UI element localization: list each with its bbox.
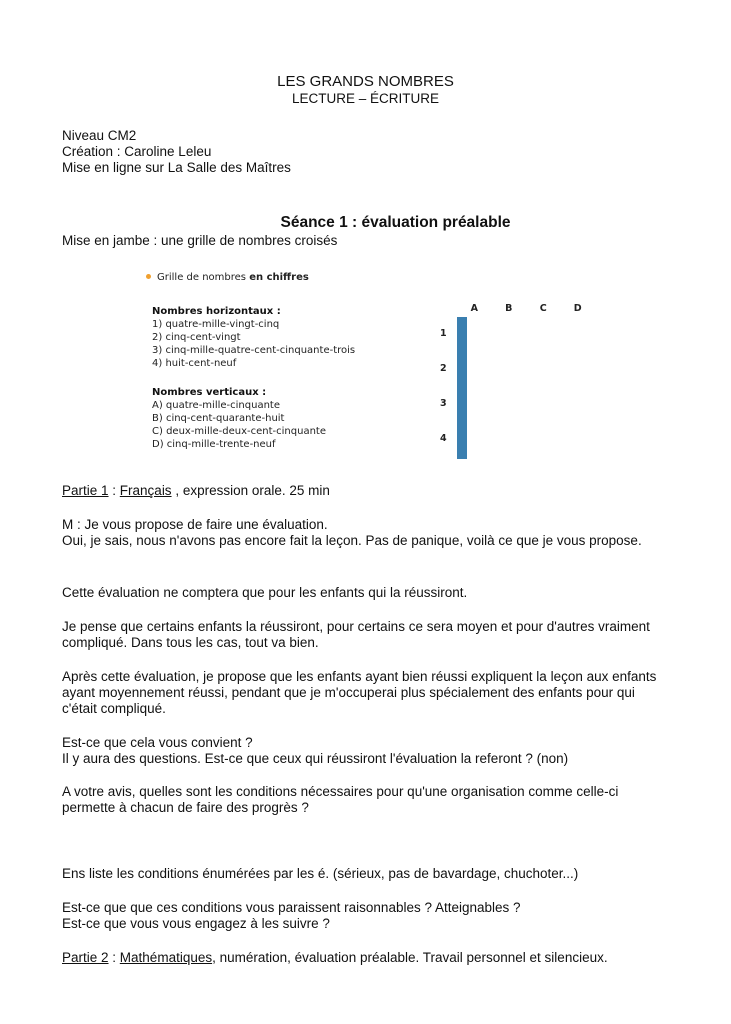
clue-item: B) cinq-cent-quarante-huit <box>152 413 285 424</box>
paragraph-line: Est-ce que que ces conditions vous paraissent raisonnables ? Atteignables ? <box>62 900 521 915</box>
grid-row <box>458 318 466 353</box>
paragraph-line: Est-ce que cela vous convient ? <box>62 735 253 750</box>
clue-item: 3) cinq-mille-quatre-cent-cinquante-trois <box>152 345 356 356</box>
paragraph: Cette évaluation ne comptera que pour les enfants qui la réussiront. <box>62 585 468 600</box>
document-meta <box>62 128 291 176</box>
part2-subject: Mathématiques <box>119 950 213 965</box>
vertical-clues <box>152 386 326 451</box>
clue-item: A) quatre-mille-cinquante <box>152 400 280 411</box>
grid-table <box>457 317 467 459</box>
column-label: B <box>505 303 513 314</box>
session-title: Séance 1 : évaluation préalable <box>280 214 511 231</box>
clue-item: 1) quatre-mille-vingt-cinq <box>152 319 280 330</box>
clue-item: D) cinq-mille-trente-neuf <box>152 439 276 450</box>
paragraph-line: Est-ce que vous vous engagez à les suivre ? <box>62 916 330 931</box>
paragraph: A votre avis, quelles sont les conditions nécessaires pour qu'une organisation comme celle-ci permette à chacun de faire des progrès ? <box>62 784 619 815</box>
part1-subject: Français <box>119 483 172 498</box>
column-label: C <box>539 303 547 314</box>
part1-rest: , expression orale. 25 min <box>171 483 330 498</box>
grid-cell <box>464 353 466 388</box>
row-label: 1 <box>440 328 447 339</box>
column-label: D <box>573 303 582 314</box>
paragraph-line: M : Je vous propose de faire une évaluation. <box>62 517 328 532</box>
grid-row <box>458 423 466 458</box>
grid-cell <box>464 318 466 353</box>
part2-rest: , numération, évaluation préalable. Travail personnel et silencieux. <box>212 950 608 965</box>
grid-cell <box>464 388 466 423</box>
grid-row <box>458 353 466 388</box>
warmup-text: Mise en jambe : une grille de nombres croisés <box>62 233 338 248</box>
paragraph-commitment <box>62 900 672 932</box>
horizontal-clues-title: Nombres horizontaux : <box>152 306 281 317</box>
paragraph-line: Oui, je sais, nous n'avons pas encore fait la leçon. Pas de panique, voilà ce que je vous propose. <box>62 533 642 548</box>
paragraph: Ens liste les conditions énumérées par les é. (sérieux, pas de bavardage, chuchoter...) <box>62 866 579 881</box>
grid-row-labels <box>440 316 447 456</box>
paragraph-intro <box>62 517 672 549</box>
row-label: 3 <box>440 398 447 409</box>
part1-label: Partie 1 <box>62 483 109 498</box>
part2-separator: : <box>108 950 120 965</box>
puzzle-heading <box>146 271 309 284</box>
vertical-clues-title: Nombres verticaux : <box>152 387 267 398</box>
puzzle-heading-bold: en chiffres <box>249 272 309 283</box>
part1-heading <box>62 483 672 499</box>
paragraph: Après cette évaluation, je propose que les enfants ayant bien réussi expliquent la leçon aux enfants ayant moyennement réussi, pendant que je m'occuperai plus spécialement des enfants pour qui c'était compliqué. <box>62 669 657 716</box>
document-title: LES GRANDS NOMBRES <box>277 73 454 90</box>
grid-cell <box>464 423 466 458</box>
clue-item: 2) cinq-cent-vingt <box>152 332 241 343</box>
part2-label: Partie 2 <box>62 950 109 965</box>
clue-item: C) deux-mille-deux-cent-cinquante <box>152 426 326 437</box>
part2-heading <box>62 950 672 966</box>
paragraph-line: Il y aura des questions. Est-ce que ceux qui réussiront l'évaluation la referont ? (non) <box>62 751 569 766</box>
paragraph-questions <box>62 735 672 767</box>
document-subtitle: LECTURE – ÉCRITURE <box>291 91 440 106</box>
level-line: Niveau CM2 <box>62 128 137 143</box>
row-label: 2 <box>440 363 447 374</box>
paragraph: Je pense que certains enfants la réussiront, pour certains ce sera moyen et pour d'autres vraiment compliqué. Dans tous les cas, tout va bien. <box>62 619 650 650</box>
part1-separator: : <box>108 483 120 498</box>
grid-column-labels <box>457 303 595 314</box>
puzzle-heading-prefix: Grille de nombres <box>157 272 250 283</box>
column-label: A <box>470 303 478 314</box>
grid-row <box>458 388 466 423</box>
published-line: Mise en ligne sur La Salle des Maîtres <box>62 160 291 175</box>
horizontal-clues <box>152 305 355 370</box>
row-label: 4 <box>440 433 447 444</box>
author-line: Création : Caroline Leleu <box>62 144 212 159</box>
clue-item: 4) huit-cent-neuf <box>152 358 237 369</box>
bullet-icon <box>146 274 151 279</box>
